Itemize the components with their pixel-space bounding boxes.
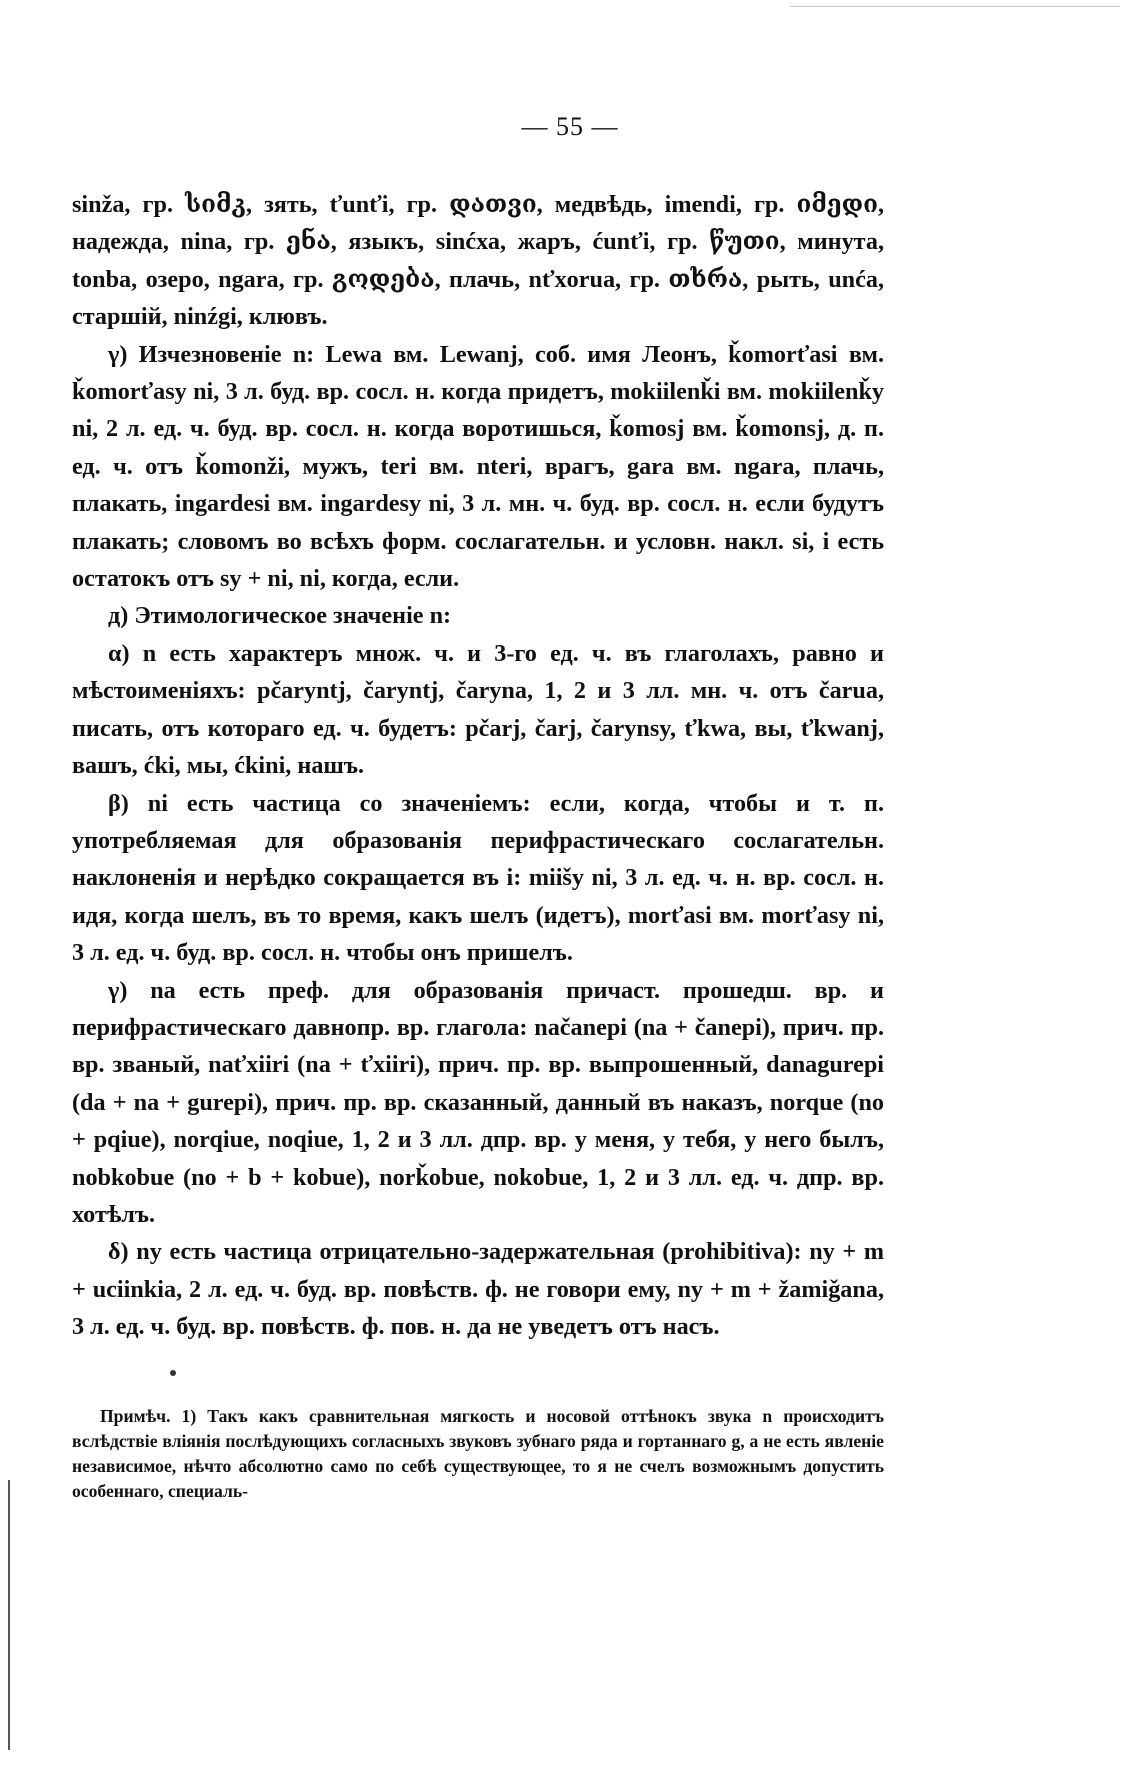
paragraph-gamma-disappearance: γ) Изчезновеніе n: Lewa вм. Lewanj, соб. имя Леонъ, ǩomorťasi вм. ǩomorťasy ni, 3 л. буд. вр. сосл. н. когда придетъ, mokiilenǩi вм. mokiilenǩy ni, 2 л. ед. ч. буд. вр. сосл. н. когда воротишься, ǩomosj вм. ǩomonsj, д. п. ед. ч. отъ ǩomonži, мужъ, teri вм. nteri, врагъ, gara вм. ngara, плачь, плакать, ingardesi вм. ingardesy ni, 3 л. мн. ч. буд. вр. сосл. н. если будутъ плакать; словомъ во всѣхъ форм. сослагательн. и условн. накл. si, i есть остатокъ отъ sy + ni, ni, когда, если. xyxy=(72,340,884,593)
paragraph-d-heading: д) Этимологическое значеніе n: xyxy=(108,602,452,630)
paragraph-gamma-prefix: γ) na есть преф. для образованія причаст. прошедш. вр. и перифрастическаго давнопр. вр. глагола: načanepi (na + čanepi), прич. пр. вр. званый, naťxiiri (na + ťxiiri), прич. пр. вр. выпрошенный, danagurepi (da + na + gurepi), прич. пр. вр. сказанный, данный въ наказъ, norque (no + pqiue), norqiue, noqiue, 1, 2 и 3 лл. дпр. вр. у меня, у тебя, у него былъ, nobkobue (no + b + kobue), norǩobue, nokobue, 1, 2 и 3 лл. ед. ч. дпр. вр. хотѣлъ. xyxy=(72,976,884,1228)
paragraph-glossary: sinža, гр. სიმკ, зять, ťunťi, гр. დათვი, медвѣдь, imendi, гр. იმედი, надежда, nina, гр. ენა, языкъ, sinćха, жаръ, ćunťi, гр. წუთი, минута, tonba, озеро, ngara, гр. გოდება, плачь, nťxorua, гр. თხრა, рыть, unća, старшій, ninźgi, клювъ. xyxy=(72,191,884,331)
scan-edge-top xyxy=(790,6,1120,7)
paragraph-delta: δ) ny есть частица отрицательно-задержательная (prohibitiva): ny + m + uciinkia, 2 л. ед. ч. буд. вр. повѣств. ф. не говори ему, ny + m + žamiǧana, 3 л. ед. ч. буд. вр. повѣств. ф. пов. н. да не уведетъ отъ насъ. xyxy=(72,1238,884,1341)
scan-edge-left xyxy=(8,1480,10,1750)
paragraph-beta: β) ni есть частица со значеніемъ: если, когда, чтобы и т. п. употребляемая для образованія перифрастическаго сослагательн. наклоненія и нерѣдко сокращается въ i: miišy ni, 3 л. ед. ч. н. вр. сосл. н. идя, когда шелъ, въ то время, какъ шелъ (идетъ), morťasi вм. morťasy ni, 3 л. ед. ч. буд. вр. сосл. н. чтобы онъ пришелъ. xyxy=(72,789,884,967)
page-number: — 55 — xyxy=(521,112,619,141)
paragraph-alpha: α) n есть характеръ множ. ч. и 3-го ед. ч. въ глаголахъ, равно и мѣстоименіяхъ: pčaryntj, čaryntj, čaryna, 1, 2 и 3 лл. мн. ч. отъ čarua, писать, отъ котораго ед. ч. будетъ: pčarj, čarj, čarynsy, ťkwa, вы, ťkwanj, вашъ, ćki, мы, ćkini, нашъ. xyxy=(72,639,884,780)
footnote-text: Примѣч. 1) Такъ какъ сравнительная мягкость и носовой оттѣнокъ звука n происходитъ вслѣдствіе вліянія послѣдующихъ согласныхъ звуковъ зубнаго ряда и гортаннаго g, а не есть явленіе независимое, нѣчто абсолютно само по себѣ существующее, то я не счелъ возможнымъ допустить особеннаго, специаль- xyxy=(72,1406,884,1501)
footnote xyxy=(72,1404,884,1504)
separator-dot xyxy=(170,1370,176,1376)
body-text xyxy=(72,186,884,1346)
